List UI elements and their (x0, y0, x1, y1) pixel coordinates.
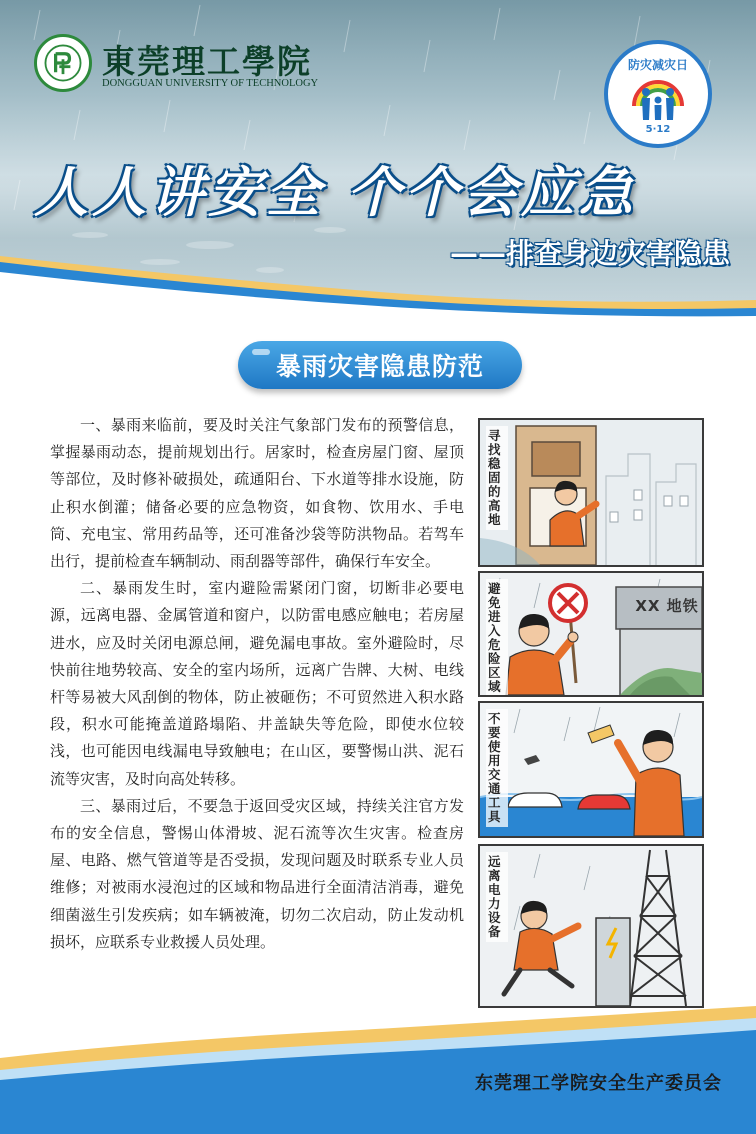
sub-headline: ——排查身边灾害隐患 (449, 237, 730, 270)
badge-title: 防灾减灾日 (627, 58, 688, 72)
caption-danger-zone: 避免进入危险区域 (486, 579, 508, 697)
paragraph-during-storm: 二、暴雨发生时，室内避险需紧闭门窗，切断非必要电源，远离电器、金属管道和窗户，以防雷电感应触电；若房屋进水，应及时关闭电源总闸，避免漏电事故。室外避险时，尽快前往地势较高、安全的室内场所，远离广告牌、大树、电线杆等易被大风刮倒的物体，防止被砸伤；不可贸然进入积水路段，积水可能掩盖道路塌陷、井盖缺失等危险，即使水位较浅，也可能因电线漏电导致触电；在山区，要警惕山洪、泥石流等灾害，及时向高处转移。 (50, 579, 464, 788)
subway-sign-text: XX 地铁 (635, 597, 699, 615)
danger-zone-illustration (480, 573, 702, 695)
school-name-cn: 東莞理工學院 (102, 42, 312, 81)
badge-date: 5·12 (645, 124, 671, 135)
comic-panel-power-equipment (478, 844, 704, 1008)
paragraph-before-storm: 一、暴雨来临前，要及时关注气象部门发布的预警信息，掌握暴雨动态，提前规划出行。居家时，检查房屋门窗、屋顶等部位，及时修补破损处，疏通阳台、下水道等排水设施，防止积水倒灌；储备必要的应急物资，如食物、饮用水、手电筒、充电宝、常用药品等，还可准备沙袋等防洪物品。若驾车出行，提前检查车辆制动、雨刮器等部件，确保行车安全。 (50, 416, 464, 571)
footer-wave (0, 1000, 756, 1134)
organization-name: 东莞理工学院安全生产委员会 (475, 1073, 722, 1094)
header-wave (0, 246, 756, 346)
school-name-en: DONGGUAN UNIVERSITY OF TECHNOLOGY (102, 78, 319, 89)
caption-high-ground: 寻找稳固的高地 (486, 426, 508, 530)
university-emblem-icon (34, 34, 92, 92)
disaster-day-badge (604, 40, 712, 148)
main-headline: 人人讲安全 个个会应急 (34, 160, 637, 224)
body-text (50, 412, 464, 956)
power-equipment-illustration (480, 846, 702, 1006)
caption-power-equipment: 远离电力设备 (486, 852, 508, 942)
comic-panel-high-ground (478, 418, 704, 567)
comic-panel-no-vehicles (478, 701, 704, 838)
paragraph-after-storm: 三、暴雨过后，不要急于返回受灾区域，持续关注官方发布的安全信息，警惕山体滑坡、泥石流等次生灾害。检查房屋、电路、燃气管道等是否受损，发现问题及时联系专业人员维修；对被雨水浸泡过的区域和物品进行全面清洁消毒，避免细菌滋生引发疾病；如车辆被淹，切勿二次启动，防止发动机损坏，应联系专业救援人员处理。 (50, 796, 464, 951)
caption-no-vehicles: 不要使用交通工具 (486, 709, 508, 827)
high-ground-illustration (480, 420, 702, 565)
university-logo (34, 34, 324, 96)
comic-panel-danger-zone (478, 571, 704, 697)
section-title: 暴雨灾害隐患防范 (238, 341, 522, 389)
no-vehicles-illustration (480, 703, 702, 836)
